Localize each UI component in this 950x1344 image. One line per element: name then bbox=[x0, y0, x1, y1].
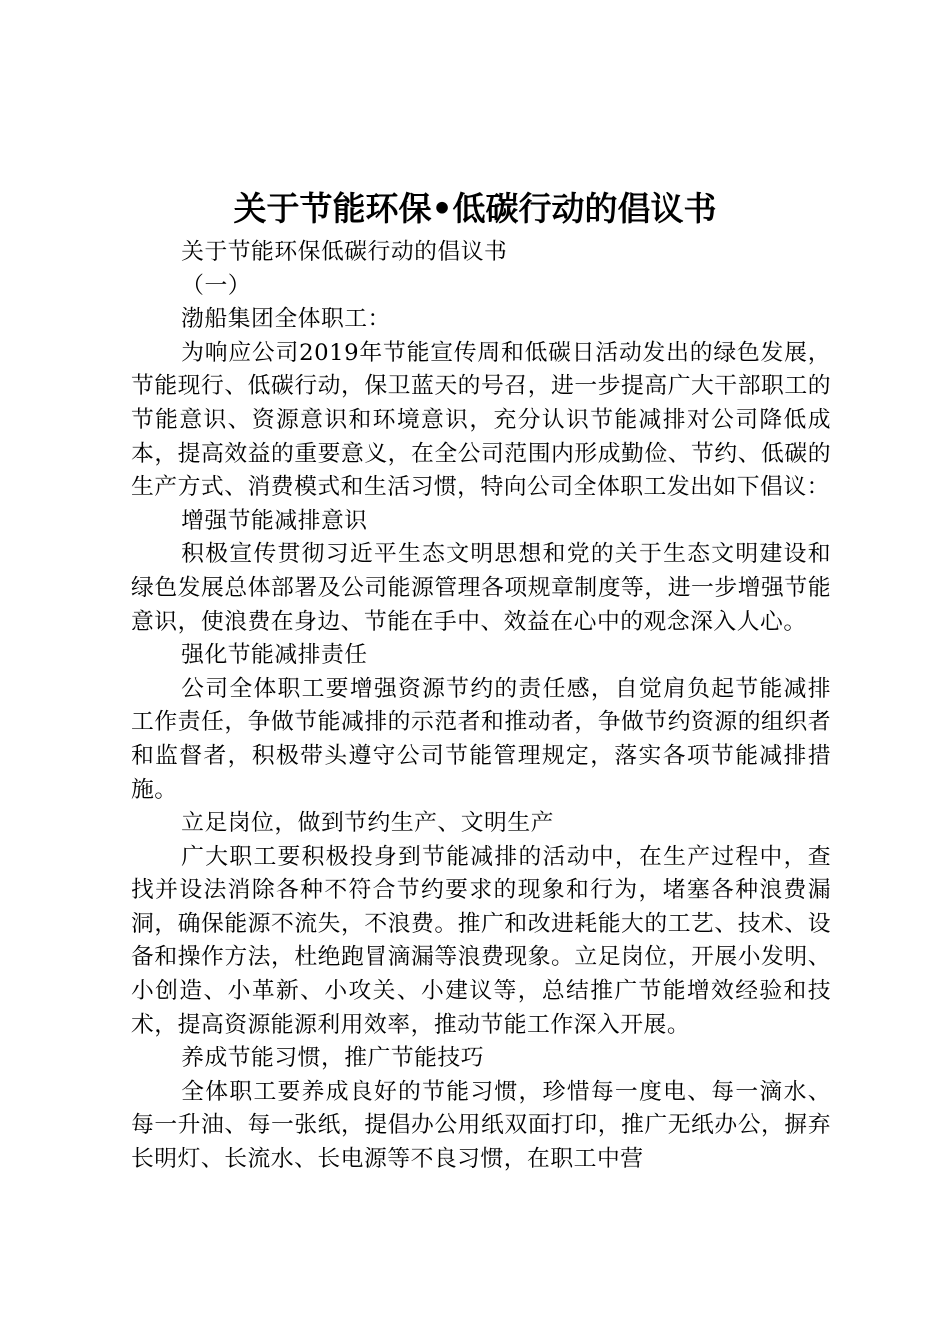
heading-responsibility: 强化节能减排责任 bbox=[181, 642, 368, 669]
subtitle-paragraph: 关于节能环保低碳行动的倡议书 bbox=[181, 239, 508, 265]
document-title: 关于节能环保•低碳行动的倡议书 bbox=[233, 189, 717, 228]
paragraph-responsibility: 公司全体职工要增强资源节约的责任感，自觉肩负起节能减排工作责任，争做节能减排的示范者和推动者，争做节约资源的组织者和监督者，积极带头遵守公司节能管理规定，落实各项节能减排措施。 bbox=[131, 675, 831, 803]
document-body bbox=[131, 236, 831, 1177]
heading-production: 立足岗位，做到节约生产、文明生产 bbox=[181, 810, 554, 837]
heading-habits: 养成节能习惯，推广节能技巧 bbox=[181, 1045, 485, 1072]
paragraph-habits: 全体职工要养成良好的节能习惯，珍惜每一度电、每一滴水、每一升油、每一张纸，提倡办公用纸双面打印，推广无纸办公，摒弃长明灯、长流水、长电源等不良习惯，在职工中营 bbox=[131, 1078, 831, 1173]
paragraph-awareness: 积极宣传贯彻习近平生态文明思想和党的关于生态文明建设和绿色发展总体部署及公司能源管理各项规章制度等，进一步增强节能意识，使浪费在身边、节能在手中、效益在心中的观念深入人心。 bbox=[131, 541, 831, 635]
heading-awareness: 增强节能减排意识 bbox=[181, 507, 368, 534]
salutation: 渤船集团全体职工： bbox=[181, 306, 391, 333]
section-number: （一） bbox=[181, 272, 252, 299]
intro-paragraph: 为响应公司2019年节能宣传周和低碳日活动发出的绿色发展，节能现行、低碳行动，保卫蓝天的号召，进一步提高广大干部职工的节能意识、资源意识和环境意识，充分认识节能减排对公司降低成本，提高效益的重要意义，在全公司范围内形成勤俭、节约、低碳的生产方式、消费模式和生活习惯，特向公司全体职工发出如下倡议： bbox=[131, 339, 831, 501]
paragraph-production: 广大职工要积极投身到节能减排的活动中，在生产过程中，查找并设法消除各种不符合节约要求的现象和行为，堵塞各种浪费漏洞，确保能源不流失，不浪费。推广和改进耗能大的工艺、技术、设备和操作方法，杜绝跑冒滴漏等浪费现象。立足岗位，开展小发明、小创造、小革新、小攻关、小建议等，总结推广节能增效经验和技术，提高资源能源利用效率，推动节能工作深入开展。 bbox=[131, 843, 831, 1038]
